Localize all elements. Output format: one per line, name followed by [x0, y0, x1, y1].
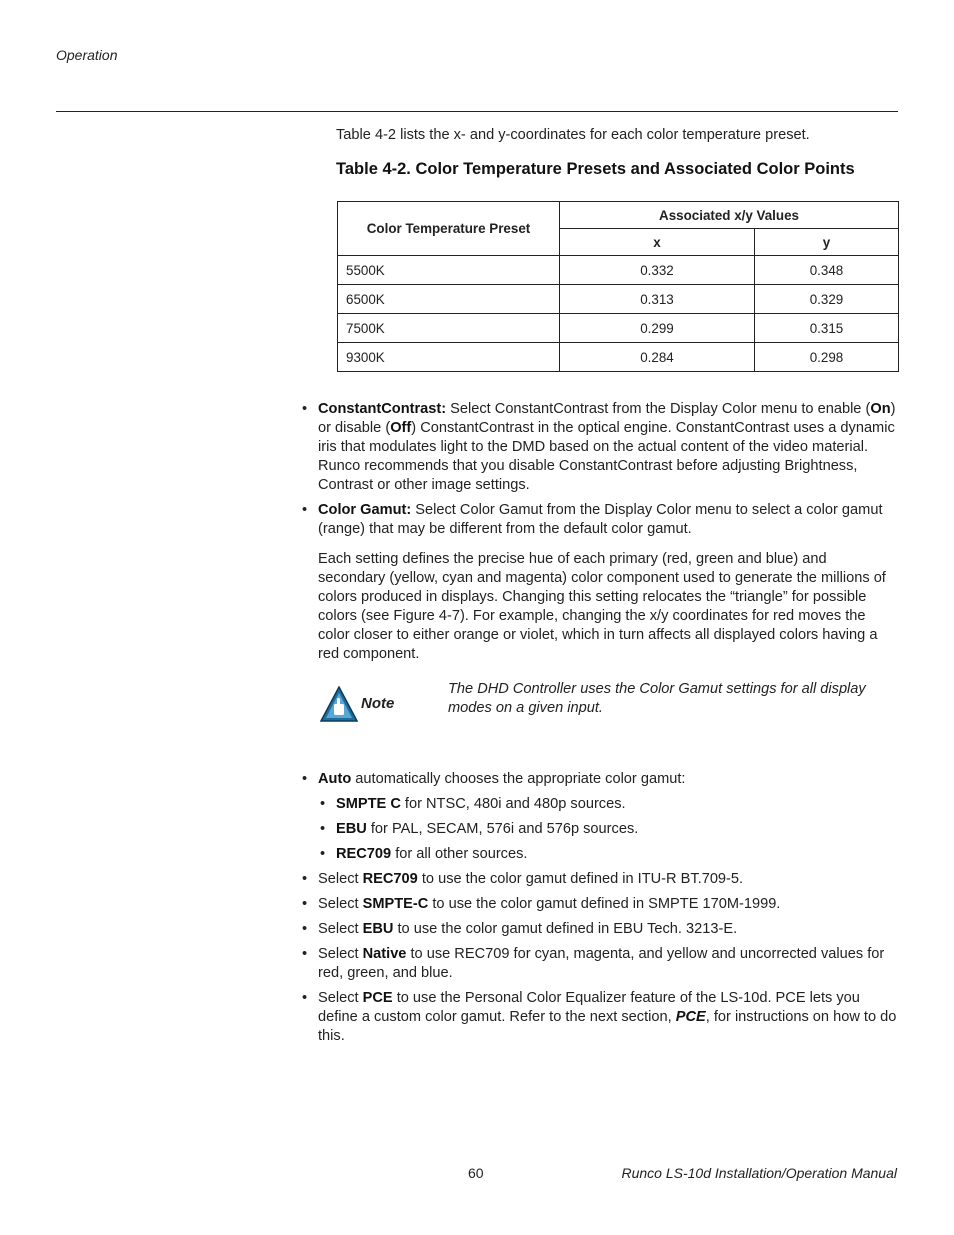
list-item-select-native: [300, 945, 898, 983]
list-item-select-rec709: [300, 870, 898, 889]
text: for NTSC, 480i and 480p sources.: [400, 796, 626, 812]
term: PCE: [362, 990, 393, 1006]
term: SMPTE-C: [362, 896, 429, 912]
text: Select ConstantContrast from the Display Color menu to enable (: [446, 401, 871, 417]
pce-section-reference: PCE: [675, 1009, 706, 1025]
sub-item-ebu: [300, 820, 898, 839]
table-row: [338, 256, 899, 285]
footer-title: Runco LS-10d Installation/Operation Manual: [621, 1165, 897, 1181]
note-label: Note: [361, 695, 395, 712]
term: SMPTE C: [336, 796, 401, 812]
list-item-select-smpte-c: [300, 895, 898, 914]
term: EBU: [362, 921, 394, 937]
term: EBU: [336, 821, 367, 837]
text: automatically chooses the appropriate color gamut:: [351, 771, 686, 787]
list-item-select-ebu: [300, 920, 898, 939]
text: Select Color Gamut from the Display Color menu to select a color gamut (range) that may be different from the default color gamut.: [318, 502, 883, 537]
text: Select: [318, 871, 363, 887]
text: for all other sources.: [391, 846, 528, 862]
text: to use the Personal Color Equalizer feature of the LS-10d. PCE lets you define a custom color gamut. Refer to the next section,: [318, 990, 860, 1025]
table-row: [338, 343, 899, 372]
note-text: The DHD Controller uses the Color Gamut settings for all display modes on a given input.: [448, 681, 866, 716]
list-item-auto: [300, 770, 898, 789]
gamut-paragraph: Each setting defines the precise hue of each primary (red, green and blue) and secondary (yellow, cyan and magenta) color component used to generate the millions of colors produced in displays. Changing this setting relocates the “triangle” for possible colors (see Figure 4-7). For example, changing the x/y coordinates for red moves the color closer to either orange or violet, which in turn affects all displayed colors having a red component.: [318, 551, 886, 662]
text: Select: [318, 921, 363, 937]
cell-y: 0.329: [755, 285, 899, 314]
term: REC709: [336, 846, 392, 862]
col-header-x: x: [560, 229, 755, 256]
text: to use the color gamut defined in SMPTE 170M-1999.: [428, 896, 781, 912]
header-rule: [56, 111, 898, 112]
term-constantcontrast: ConstantContrast:: [318, 401, 447, 417]
col-header-y: y: [755, 229, 899, 256]
sub-item-smpte-c: [300, 795, 898, 814]
table-title: Table 4-2. Color Temperature Presets and Associated Color Points: [336, 160, 855, 178]
table-row: [338, 314, 899, 343]
col-header-group: Associated x/y Values: [560, 202, 899, 229]
list-item-constantcontrast: [300, 400, 898, 495]
note-icon: [320, 686, 358, 722]
running-header: Operation: [56, 47, 118, 63]
cell-preset: 6500K: [338, 285, 560, 314]
term: REC709: [362, 871, 418, 887]
text: Select: [318, 946, 363, 962]
cell-preset: 7500K: [338, 314, 560, 343]
table-row: [338, 285, 899, 314]
term-auto: Auto: [318, 771, 352, 787]
cell-preset: 9300K: [338, 343, 560, 372]
color-temperature-table: [337, 201, 899, 372]
text: , for instructions on how to do this.: [318, 1009, 897, 1044]
cell-x: 0.332: [560, 256, 755, 285]
text: Select: [318, 896, 363, 912]
cell-x: 0.284: [560, 343, 755, 372]
sub-item-rec709: [300, 845, 898, 864]
text: to use the color gamut defined in ITU-R BT.709-5.: [417, 871, 744, 887]
cell-y: 0.298: [755, 343, 899, 372]
text: to use the color gamut defined in EBU Tech. 3213-E.: [393, 921, 738, 937]
cell-y: 0.348: [755, 256, 899, 285]
text: ) ConstantContrast in the optical engine. ConstantContrast uses a dynamic iris that modulates light to the DMD based on the actual content of the video material. Runco recommends that you disable ConstantContrast before adjusting Brightness, Contrast or other image settings.: [318, 420, 895, 493]
intro-text: Table 4-2 lists the x- and y-coordinates for each color temperature preset.: [336, 127, 810, 143]
cell-y: 0.315: [755, 314, 899, 343]
term-color-gamut: Color Gamut:: [318, 502, 412, 518]
text: ) or disable (: [318, 401, 896, 436]
list-item-select-pce: [300, 989, 898, 1046]
cell-x: 0.313: [560, 285, 755, 314]
cell-x: 0.299: [560, 314, 755, 343]
term-off: Off: [390, 420, 412, 436]
list-item-color-gamut: [300, 501, 898, 539]
text: to use REC709 for cyan, magenta, and yellow and uncorrected values for red, green, and blue.: [318, 946, 885, 981]
term: Native: [362, 946, 407, 962]
text: for PAL, SECAM, 576i and 576p sources.: [366, 821, 639, 837]
col-header-preset: Color Temperature Preset: [338, 202, 560, 256]
table-header-row: [338, 202, 899, 229]
term-on: On: [870, 401, 891, 417]
text: Select: [318, 990, 363, 1006]
settings-list: [300, 400, 898, 1046]
page-number: 60: [468, 1165, 484, 1181]
cell-preset: 5500K: [338, 256, 560, 285]
intro-block: [336, 126, 898, 145]
